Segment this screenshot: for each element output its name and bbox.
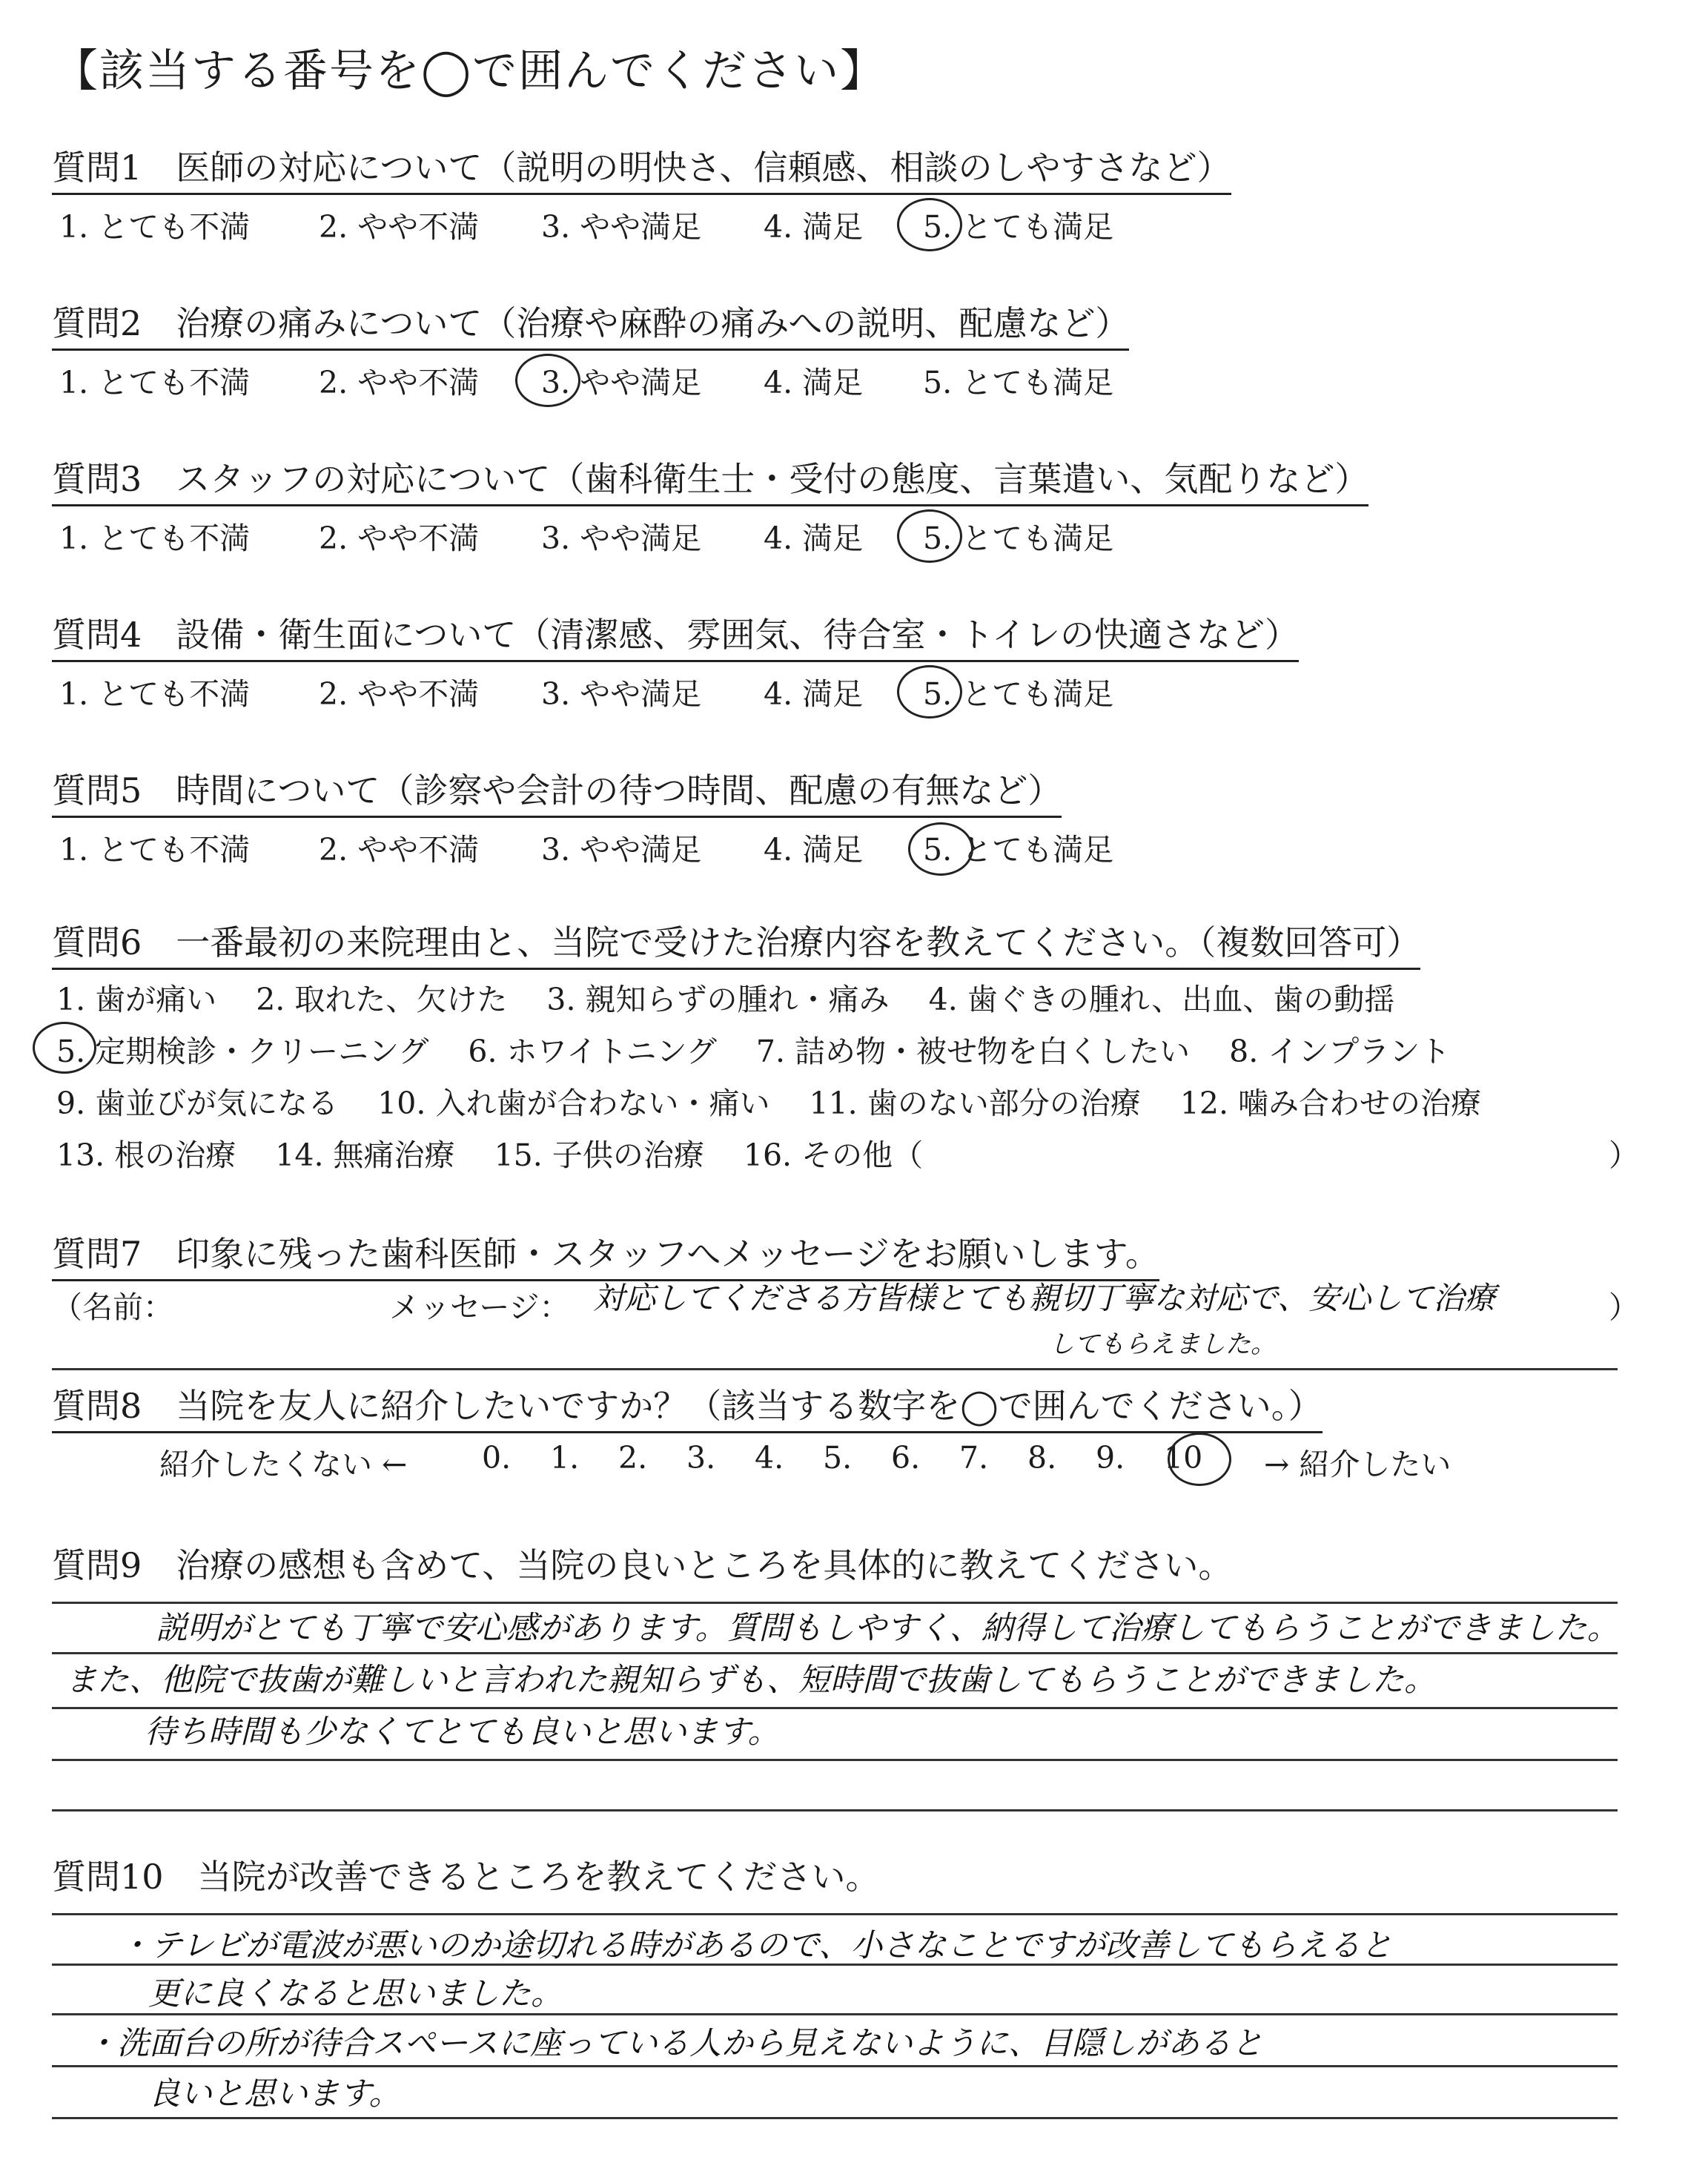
q8-number-option[interactable]: 6. — [891, 1440, 921, 1476]
q6-option[interactable]: 7. 詰め物・被せ物を白くしたい — [755, 1034, 1191, 1069]
q8-number-option[interactable]: 2. — [618, 1440, 648, 1476]
q6-other-close: ） — [1609, 1137, 1639, 1173]
option-4[interactable]: 4. 満足 — [764, 832, 864, 868]
selection-circle — [515, 354, 580, 407]
q6-option[interactable]: 15. 子供の治療 — [494, 1137, 704, 1173]
question-2 — [52, 297, 1129, 400]
q6-option[interactable]: 11. 歯のない部分の治療 — [809, 1086, 1141, 1121]
question-5-options — [52, 825, 1114, 868]
q8-right-label: → 紹介したい — [1264, 1447, 1452, 1482]
option-4[interactable]: 4. 満足 — [764, 209, 864, 245]
answer-line — [52, 2065, 1618, 2067]
option-4[interactable]: 4. 満足 — [764, 365, 864, 400]
q6-row-3 — [56, 1079, 1481, 1123]
question-1-options — [52, 202, 1231, 244]
q8-left-label: 紹介したくない ← — [159, 1447, 408, 1482]
q6-option[interactable]: 6. ホワイトニング — [468, 1034, 717, 1069]
q6-option[interactable]: 5. 定期検診・クリーニング — [56, 1034, 429, 1069]
option-3[interactable]: 3. やや満足 — [541, 676, 702, 712]
option-5[interactable]: 5. とても満足 — [923, 209, 1114, 245]
q8-number-option[interactable]: 5. — [823, 1440, 853, 1476]
message-label: メッセージ： — [389, 1289, 570, 1325]
option-1[interactable]: 1. とても不満 — [59, 365, 251, 400]
question-3 — [52, 452, 1368, 555]
option-2[interactable]: 2. やや不満 — [319, 676, 480, 712]
q10-answer-line3: ・洗面台の所が待合スペースに座っている人から見えないように、目隠しがあると — [85, 2025, 1263, 2062]
q9-answer-line1: 説明がとても丁寧で安心感があります。質問もしやすく、納得して治療してもらうことができました。 — [156, 1610, 1619, 1647]
message-close: ） — [1609, 1289, 1639, 1325]
question-3-title: 質問3 スタッフの対応について（歯科衛生士・受付の態度、言葉遣い、気配りなど） — [52, 452, 1368, 506]
selection-circle — [897, 198, 962, 251]
q6-option[interactable]: 8. インプラント — [1229, 1034, 1451, 1069]
question-4-options — [52, 670, 1299, 711]
q9-answer-line2: また、他院で抜歯が難しいと言われた親知らずも、短時間で抜歯してもらうことができました。 — [65, 1662, 1436, 1699]
question-2-options — [52, 358, 1129, 400]
q6-row-2 — [56, 1027, 1450, 1071]
q8-number-option[interactable]: 9. — [1096, 1440, 1125, 1476]
q8-number-option[interactable]: 4. — [755, 1440, 784, 1476]
selection-circle — [1168, 1433, 1231, 1486]
q6-row-4 — [56, 1131, 923, 1175]
question-7-title: 質問7 印象に残った歯科医師・スタッフへメッセージをお願いします。 — [52, 1227, 1159, 1281]
question-1-title: 質問1 医師の対応について（説明の明快さ、信頼感、相談のしやすさなど） — [52, 141, 1231, 195]
question-6 — [52, 916, 1420, 970]
option-3[interactable]: 3. やや満足 — [541, 521, 702, 556]
selection-circle — [908, 822, 973, 876]
option-3[interactable]: 3. やや満足 — [541, 365, 702, 400]
option-5[interactable]: 5. とても満足 — [923, 676, 1114, 712]
q8-number-option[interactable]: 7. — [959, 1440, 989, 1476]
answer-line — [52, 1652, 1618, 1654]
question-8-title: 質問8 当院を友人に紹介したいですか？（該当する数字を◯で囲んでください。） — [52, 1379, 1323, 1433]
question-3-options — [52, 514, 1368, 555]
question-1 — [52, 141, 1231, 244]
question-10-title: 質問10 当院が改善できるところを教えてください。 — [52, 1857, 880, 1897]
q6-option[interactable]: 3. 親知らずの腫れ・痛み — [546, 982, 890, 1017]
answer-line — [52, 2013, 1618, 2015]
message-handwritten-line2: してもらえました。 — [1049, 1330, 1276, 1359]
option-2[interactable]: 2. やや不満 — [319, 365, 480, 400]
option-1[interactable]: 1. とても不満 — [59, 521, 251, 556]
question-5 — [52, 764, 1114, 868]
selection-circle — [897, 665, 962, 719]
q8-number-option[interactable]: 10 — [1164, 1440, 1203, 1476]
question-4-title: 質問4 設備・衛生面について（清潔感、雰囲気、待合室・トイレの快適さなど） — [52, 608, 1299, 662]
answer-line — [52, 2117, 1618, 2119]
q6-option[interactable]: 2. 取れた、欠けた — [256, 982, 508, 1017]
answer-line — [52, 1809, 1618, 1811]
option-1[interactable]: 1. とても不満 — [59, 832, 251, 868]
q10-answer-line2: 更に良くなると思いました。 — [148, 1975, 563, 2012]
page-heading: 【該当する番号を◯で囲んでください】 — [53, 45, 887, 97]
option-4[interactable]: 4. 満足 — [764, 676, 864, 712]
question-9-title: 質問9 治療の感想も含めて、当院の良いところを具体的に教えてください。 — [52, 1545, 1233, 1585]
q6-option[interactable]: 1. 歯が痛い — [56, 982, 217, 1017]
name-label: （名前： — [52, 1289, 173, 1325]
selection-circle — [33, 1022, 96, 1074]
message-underline — [52, 1368, 1618, 1370]
option-3[interactable]: 3. やや満足 — [541, 209, 702, 245]
q6-option[interactable]: 10. 入れ歯が合わない・痛い — [377, 1086, 770, 1121]
question-2-title: 質問2 治療の痛みについて（治療や麻酔の痛みへの説明、配慮など） — [52, 297, 1129, 351]
q6-option[interactable]: 12. 噛み合わせの治療 — [1179, 1086, 1482, 1121]
option-2[interactable]: 2. やや不満 — [319, 209, 480, 245]
question-8 — [52, 1379, 1323, 1433]
q8-number-option[interactable]: 0. — [482, 1440, 512, 1476]
q6-option[interactable]: 14. 無痛治療 — [275, 1137, 455, 1173]
option-1[interactable]: 1. とても不満 — [59, 209, 251, 245]
option-2[interactable]: 2. やや不満 — [319, 521, 480, 556]
option-1[interactable]: 1. とても不満 — [59, 676, 251, 712]
q10-answer-line4: 良いと思います。 — [148, 2075, 401, 2113]
answer-line — [52, 1759, 1618, 1761]
option-4[interactable]: 4. 満足 — [764, 521, 864, 556]
q6-row-1 — [56, 975, 1394, 1019]
question-6-title: 質問6 一番最初の来院理由と、当院で受けた治療内容を教えてください。（複数回答可） — [52, 916, 1420, 970]
option-5[interactable]: 5. とても満足 — [923, 521, 1114, 556]
q10-answer-line1: ・テレビが電波が悪いのか途切れる時があるので、小さなことですが改善してもらえると — [119, 1927, 1393, 1964]
answer-line — [52, 1913, 1618, 1915]
q6-option[interactable]: 9. 歯並びが気になる — [56, 1086, 339, 1121]
q8-number-option[interactable]: 8. — [1027, 1440, 1057, 1476]
q9-answer-line3: 待ち時間も少なくてとても良いと思います。 — [145, 1714, 780, 1751]
q8-number-option[interactable]: 1. — [550, 1440, 580, 1476]
selection-circle — [897, 509, 962, 563]
answer-line — [52, 1964, 1618, 1966]
option-5[interactable]: 5. とても満足 — [923, 365, 1114, 400]
q8-number-option[interactable]: 3. — [686, 1440, 716, 1476]
option-2[interactable]: 2. やや不満 — [319, 832, 480, 868]
option-5[interactable]: 5. とても満足 — [923, 832, 1114, 868]
option-3[interactable]: 3. やや満足 — [541, 832, 702, 868]
q6-option[interactable]: 13. 根の治療 — [56, 1137, 236, 1173]
question-5-title: 質問5 時間について（診察や会計の待つ時間、配慮の有無など） — [52, 764, 1062, 818]
message-handwritten-line1: 対応してくださる方皆様とても親切丁寧な対応で、安心して治療 — [593, 1280, 1496, 1316]
q6-option[interactable]: 4. 歯ぐきの腫れ、出血、歯の動揺 — [928, 982, 1395, 1017]
question-4 — [52, 608, 1299, 711]
q6-option[interactable]: 16. その他（ — [743, 1137, 924, 1173]
